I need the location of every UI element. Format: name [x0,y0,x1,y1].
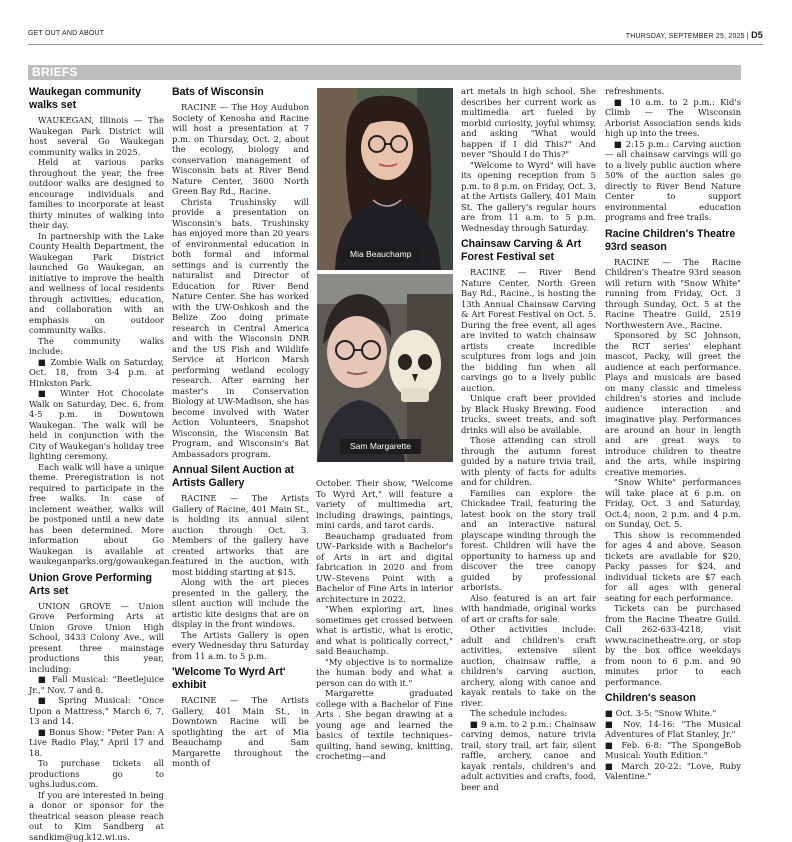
paragraph: RACINE — The Artists Gallery of Racine, 401 Main St., is holding its annual silent auction through Oct. 3. Members of the gallery have created artworks that are featured in the auction, with most bidding starting at $15. [172,493,309,577]
paragraph: "When exploring art, lines sometimes get crossed between what is artistic, what is erotic, and what is politically correct," said Beauchamp. [316,604,453,657]
photo-caption: Sam Margarette [340,439,421,454]
column-4 [605,86,741,782]
paragraph: RACINE — The Racine Children's Theatre 93rd season will return with "Snow White" running from Friday, Oct. 3 through Sunday, Oct. 5 at the Racine Theatre Guild, 2519 Northwestern Ave., Racine. [605,257,741,331]
list-item: ■ Oct. 3-5: "Snow White." [605,708,741,719]
headline-silent-auction: Annual Silent Auction at Artists Gallery [172,464,309,490]
headline-waukegan: Waukegan community walks set [29,86,164,112]
paragraph: UNION GROVE — Union Grove Performing Arts at Union Grove Union High School, 3433 Colony Ave., will present three mainstage productions this year, including: [29,601,164,675]
headline-wyrd-art: 'Welcome To Wyrd Art' exhibit [172,666,309,692]
paragraph: October. Their show, "Welcome To Wyrd Art," will feature a variety of multimedia art, including drawings, paintings, mini cards, and tarot cards. [316,478,453,531]
list-item: ■ 9 a.m. to 2 p.m.: Chainsaw carving demos, nature trivia trail, story trail, art fair, silent raffle, archery, canoe and kayak rentals, children's and adult activities and crafts, food, beer and [461,719,596,793]
paragraph: Unique craft beer provided by Black Husky Brewing. Food trucks, sweet treats, and soft drinks will also be available. [461,393,596,435]
paragraph: "Welcome to Wyrd" will have its opening reception from 5 p.m. to 8 p.m. on Friday, Oct. 3, at the Artists Gallery, 401 Main St. The gallery's regular hours are from 11 a.m. to 5 p.m. Wednesday through Saturday. [461,160,596,234]
paragraph: "Snow White" performances will take place at 6 p.m. on Friday, Oct. 3 and Saturday, Oct.4; noon, 2 p.m. and 4 p.m. on Sunday, Oct. 5. [605,477,741,530]
header-rule [28,44,763,45]
headline-childrens-theatre: Racine Children's Theatre 93rd season [605,228,741,254]
headline-union-grove: Union Grove Performing Arts set [29,572,164,598]
list-item: ■ Zombie Walk on Saturday, Oct. 18, from 3-4 p.m. at Hinkston Park. [29,357,164,389]
paragraph: Sponsored by SC Johnson, the RCT series' elephant mascot, Packy, will greet the audience at each performance. Plays and musicals are based on many classic and timeless children's stories and include audience interaction and imaginative play. Performances are around an hour in length and are great ways to introduce children to theatre and the arts, while inspiring creative memories. [605,330,741,477]
paragraph: Christa Trushinsky will provide a presentation on Wisconsin's bats. Trushinsky has enjoyed more than 20 years of environmental education in both formal and informal settings and is currently the naturalist and Director of Education for River Bend Nature Center. She has worked with the UW-Oshkosh and the Belize Zoo doing primate research in Central America and with the Wisconsin DNR and the US Fish and Wildlife Service at Horicon Marsh performing wetland ecology research. After earning her master's in Conservation Biology at UW-Madison, she has become involved with Water Action Volunteers, Snapshot Wisconsin, the Wisconsin Bat Program, and Wisconsin's Bat Ambassadors program. [172,197,309,460]
paragraph: refreshments. [605,86,741,97]
paragraph: Those attending can stroll through the autumn forest guided by a nature trivia trail, with plenty of facts for adults and for children. [461,435,596,488]
paragraph: "My objective is to normalize the human body and what a person can do with it." [316,657,453,689]
page-header [28,29,763,43]
paragraph: Each walk will have a unique theme. Preregistration is not required to participate in the free walks. In case of inclement weather, walks will be postponed until a new date has been determined. More information about Go Waukegan is available at waukeganparks.org/gowaukegan. [29,462,164,567]
paragraph: If you are interested in being a donor or sponsor for the theatrical season please reach out to Kim Sandberg at sandkim@ug.k12.wi.us. [29,790,164,842]
headline-bats: Bats of Wisconsin [172,86,309,99]
list-item: ■ March 20-22: "Love, Ruby Valentine." [605,761,741,782]
date-line [626,30,763,40]
paragraph: The community walks include: [29,336,164,357]
list-item: ■ Fall Musical: "Beetlejuice Jr.," Nov. 7 and 8. [29,674,164,695]
paragraph: Also featured is an art fair with handmade, original works of art or crafts for sale. [461,593,596,625]
paragraph: The Artists Gallery is open every Wednesday thru Saturday from 11 a.m. to 5 p.m. [172,630,309,662]
paragraph: Beauchamp graduated from UW–Parkside with a Bachelor's of Arts in art and digital fabrication in 2020 and from UW–Stevens Point with a Bachelor of Fine Arts in interior architecture in 2022. [316,531,453,605]
list-item: ■ 10 a.m. to 2 p.m.: Kid's Climb — The Wisconsin Arborist Association sends kids high up into the trees. [605,97,741,139]
paragraph: RACINE — The Artists Gallery, 401 Main St., in Downtown Racine will be spotlighting the art of Mia Beauchamp and Sam Margarette throughout the month of [172,695,309,769]
list-item: ■ 2:15 p.m.: Carving auction — all chainsaw carvings will go to a lively public auction where 50% of the auction sales go directly to River Bend Nature Center to support environmental education programs and free trails. [605,139,741,223]
paragraph: RACINE — River Bend Nature Center, North Green Bay Rd., Racine., is hosting the 13th Annual Chainsaw Carving & Art Forest Festival on Oct. 5. During the free event, all ages are invited to watch chainsaw artists create incredible sculptures from logs and join the bidding fun when all carvings go to a lively public auction. [461,267,596,393]
column-2 [172,86,309,769]
paragraph: This show is recommended for ages 4 and above. Season tickets are available for $20, Packy passes for $24, and individual tickets are $7 each for all ages with general seating for each performance. [605,530,741,604]
paragraph: Along with the art pieces presented in the gallery, the silent auction will include the artistic kite designs that are on display in the front windows. [172,577,309,630]
column-1 [29,86,164,842]
column-2b [316,478,453,762]
headline-childrens-season: Children's season [605,692,741,705]
list-item: ■ Spring Musical: "Once Upon a Mattress," March 6, 7, 13 and 14. [29,695,164,727]
paragraph: Tickets can be purchased from the Racine Theatre Guild. Call 262-633-4218, visit www.racinetheatre.org, or stop by the box office weekdays from noon to 6 p.m. and 90 minutes prior to each performance. [605,603,741,687]
paragraph: Other activities include: adult and children's craft activities, extensive silent auction, chainsaw raffle, a children's carving auction, archery, along with canoe and kayak rentals to take on the river. [461,624,596,708]
portrait-illustration [317,274,453,462]
paragraph: In partnership with the Lake County Health Department, the Waukegan Park District launched Go Waukegan, an initiative to improve the health and wellness of local residents through activities, education, and collaboration with an emphasis on outdoor community walks. [29,231,164,336]
headline-chainsaw: Chainsaw Carving & Art Forest Festival set [461,238,596,264]
paragraph: To purchase tickets all productions go to ughs.ludus.com. [29,758,164,790]
photo-sam-margarette [317,274,453,462]
list-item: ■ Bonus Show: "Peter Pan: A Live Radio Play," April 17 and 18. [29,727,164,759]
issue-date: THURSDAY, SEPTEMBER 25, 2025 [626,33,745,40]
photo-mia-beauchamp [317,88,453,270]
list-item: ■ Nov. 14-16: "The Musical Adventures of Flat Stanley, Jr." [605,719,741,740]
paragraph: The schedule includes: [461,708,596,719]
portrait-illustration [317,88,453,270]
header-separator: | [747,33,749,40]
paragraph: Held at various parks throughout the year, the free outdoor walks are designed to encourage individuals and families to incorporate at least thirty minutes of walking into their day. [29,157,164,231]
paragraph: art metals in high school. She describes her current work as multimedia art fueled by morbid curiosity, joyful whimsy, and asking "What would happen if I did This?" And never "Should I do This?" [461,86,596,160]
photo-caption: Mia Beauchamp [340,247,421,262]
section-name: GET OUT AND ABOUT [28,30,104,37]
briefs-banner [28,65,741,80]
column-3 [461,86,596,792]
paragraph: RACINE — The Hoy Audubon Society of Kenosha and Racine will host a presentation at 7 p.m. on Thursday, Oct. 2, about the ecology, biology and conservation management of Wisconsin bats at River Bend Nature Center, 3600 North Green Bay Rd., Racine. [172,102,309,197]
briefs-label: BRIEFS [32,65,78,80]
list-item: ■ Feb. 6-8: "The SpongeBob Musical: Youth Edition." [605,740,741,761]
page-number: D5 [751,30,763,40]
paragraph: WAUKEGAN, Illinois — The Waukegan Park District will host several Go Waukegan community walks in 2025. [29,115,164,157]
paragraph: Margarette graduated college with a Bachelor of Fine Arts . She began drawing at a young age and learned the basics of textile techniques–quilting, hand sewing, knitting, crocheting—and [316,688,453,762]
list-item: ■ Winter Hot Chocolate Walk on Saturday, Dec. 6, from 4-5 p.m. in Downtown Waukegan. The walk will be held in conjunction with the City of Waukegan's holiday tree lighting ceremony. [29,388,164,462]
paragraph: Families can explore the Chickadee Trail, featuring the latest book on the story trail and an interactive natural playscape winding through the forest. Children will have the opportunity to harness up and discover the tree canopy guided by professional arborists. [461,488,596,593]
